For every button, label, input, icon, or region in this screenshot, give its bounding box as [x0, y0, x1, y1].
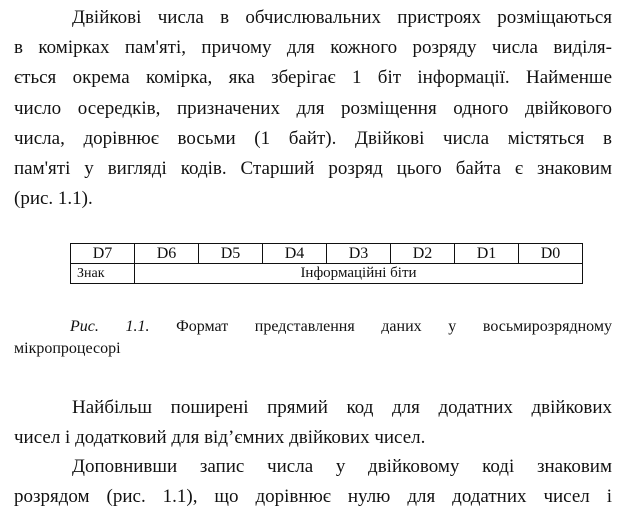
figure-caption	[14, 316, 613, 360]
bit-cell-d2: D2	[391, 244, 455, 264]
bit-cell-d1: D1	[455, 244, 519, 264]
bit-cell-d0: D0	[519, 244, 583, 264]
text-line: ється окрема комірка, яка зберігає 1 біт інформації. Найменше	[14, 67, 612, 89]
bit-cell-d7: D7	[71, 244, 135, 264]
bit-cell-d5: D5	[199, 244, 263, 264]
caption-label: Рис. 1.1.	[70, 318, 150, 335]
bit-cell-d3: D3	[327, 244, 391, 264]
information-bits-cell: Інформаційні біти	[135, 264, 583, 284]
text-line: Найбільш поширені прямий код для додатних двійкових	[72, 397, 612, 418]
bit-header-row	[71, 244, 583, 264]
bit-meaning-row	[71, 264, 583, 284]
text-line: пам'яті у вигляді кодів. Старший розряд цього байта є знаковим	[14, 158, 612, 180]
register-format-table	[70, 243, 583, 284]
text-line: чисел і додатковий для від’ємних двійкових чисел.	[14, 427, 426, 449]
paragraph-codes	[14, 393, 612, 453]
text-line: розрядом (рис. 1.1), що дорівнює нулю для додатних чисел і	[14, 486, 612, 508]
caption-text: Формат представлення даних у восьмирозрядному	[176, 318, 613, 335]
caption-line: мікропроцесорі	[14, 340, 121, 357]
paragraph-binary-storage	[14, 3, 612, 214]
text-line: число осередків, призначених для розміщення одного двійкового	[14, 97, 612, 119]
caption-line	[70, 316, 612, 338]
bit-cell-d6: D6	[135, 244, 199, 264]
text-line: числа, дорівнює восьми (1 байт). Двійкові числа містяться в	[14, 127, 612, 149]
text-line: (рис. 1.1).	[14, 188, 93, 210]
text-line: в комірках пам'яті, причому для кожного розряду числа виділя-	[14, 37, 612, 59]
bit-cell-d4: D4	[263, 244, 327, 264]
text-line: Двійкові числа в обчислювальних пристроях розміщаються	[72, 7, 612, 28]
sign-bit-cell: Знак	[71, 264, 135, 284]
text-line: Доповнивши запис числа у двійковому коді знаковим	[72, 456, 612, 477]
paragraph-sign-digit	[14, 452, 612, 512]
